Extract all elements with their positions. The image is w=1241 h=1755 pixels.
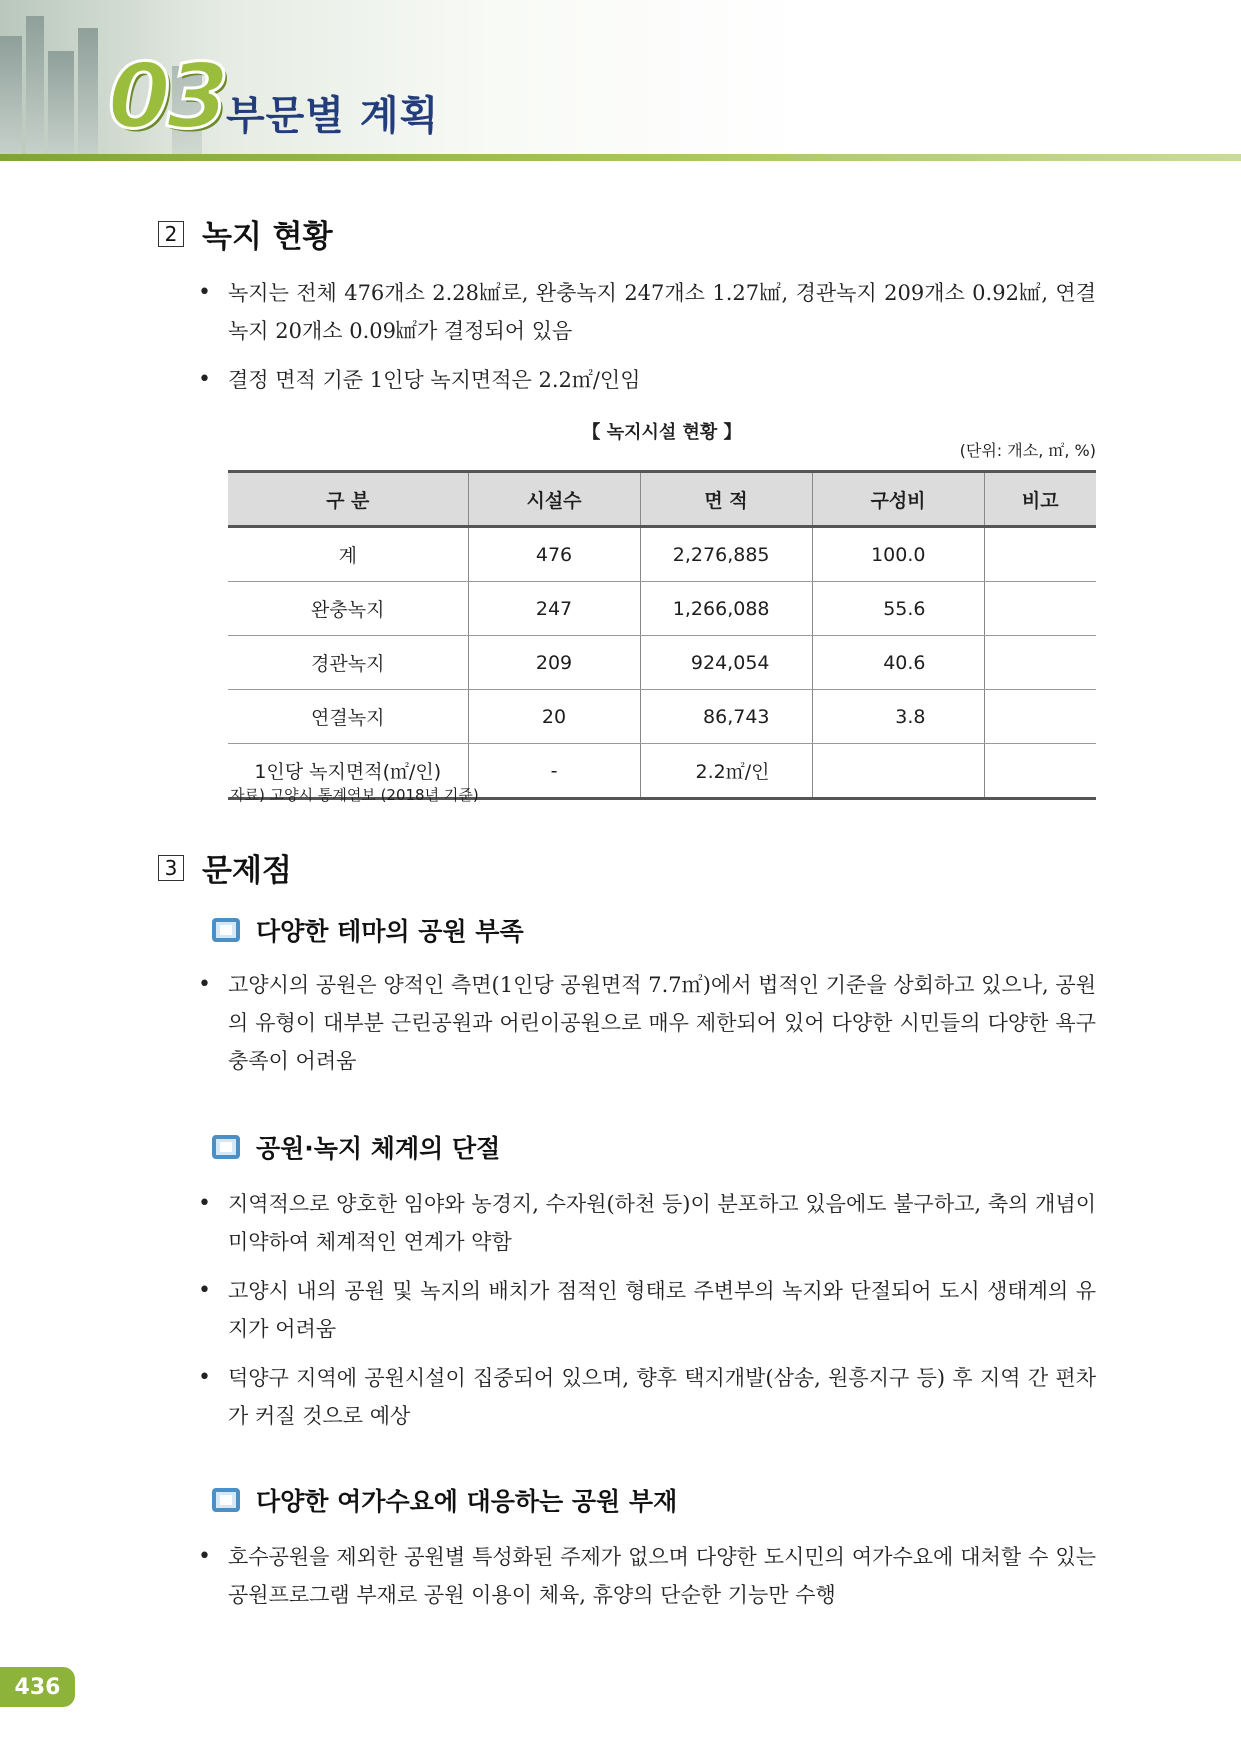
bullet-item: • 호수공원을 제외한 공원별 특성화된 주제가 없으며 다양한 도시민의 여가수요에 대처할 수 있는 공원프로그램 부재로 공원 이용이 체육, 휴양의 단순한 기능만 수행 — [228, 1538, 1096, 1614]
chapter-header — [0, 0, 1241, 165]
subsection-heading — [212, 912, 524, 948]
section-title: 녹지 현황 — [202, 219, 333, 255]
bullet-item: • 고양시의 공원은 양적인 측면(1인당 공원면적 7.7㎡)에서 법적인 기준을 상회하고 있으나, 공원의 유형이 대부분 근린공원과 어린이공원으로 매우 제한되어 있어 다양한 시민들의 다양한 욕구 충족이 어려움 — [228, 966, 1096, 1080]
table-cell — [984, 582, 1096, 636]
table-cell: 209 — [468, 636, 640, 690]
subsection-heading — [212, 1482, 677, 1518]
column-header: 구 분 — [228, 472, 468, 527]
square-bullet-icon — [212, 918, 240, 942]
table-cell: 86,743 — [640, 690, 812, 744]
table-row — [228, 582, 1096, 636]
table-cell: 20 — [468, 690, 640, 744]
table-cell: 연결녹지 — [228, 690, 468, 744]
table-cell: 100.0 — [812, 527, 984, 582]
header-divider — [0, 154, 1241, 161]
building-image — [78, 28, 98, 156]
table-cell — [984, 690, 1096, 744]
bullet-item: • 녹지는 전체 476개소 2.28㎢로, 완충녹지 247개소 1.27㎢, 경관녹지 209개소 0.92㎢, 연결녹지 20개소 0.09㎢가 결정되어 있음 — [228, 274, 1096, 350]
table-header-row — [228, 472, 1096, 527]
section-number: 2 — [158, 221, 184, 247]
column-header: 구성비 — [812, 472, 984, 527]
square-bullet-icon — [212, 1135, 240, 1159]
building-image — [26, 16, 44, 156]
table-cell: 완충녹지 — [228, 582, 468, 636]
subsection-title: 다양한 테마의 공원 부족 — [256, 917, 524, 946]
section-heading — [158, 211, 333, 256]
bullet-item: • 덕양구 지역에 공원시설이 집중되어 있으며, 향후 택지개발(삼송, 원흥지구 등) 후 지역 간 편차가 커질 것으로 예상 — [228, 1359, 1096, 1435]
subsection-title: 다양한 여가수요에 대응하는 공원 부재 — [256, 1487, 678, 1516]
subsection-heading — [212, 1129, 500, 1165]
table-cell: 40.6 — [812, 636, 984, 690]
table-cell: 경관녹지 — [228, 636, 468, 690]
column-header: 비고 — [984, 472, 1096, 527]
section-number: 3 — [158, 855, 184, 881]
table-cell: 3.8 — [812, 690, 984, 744]
subsection-title: 공원·녹지 체계의 단절 — [256, 1134, 501, 1163]
square-bullet-icon — [212, 1488, 240, 1512]
table-source: 자료) 고양시 통계연보 (2018년 기준) — [230, 786, 479, 804]
section-heading — [158, 845, 292, 890]
bullet-item: • 지역적으로 양호한 임야와 농경지, 수자원(하천 등)이 분포하고 있음에도 불구하고, 축의 개념이 미약하여 체계적인 연계가 약함 — [228, 1185, 1096, 1261]
table-unit: (단위: 개소, ㎡, %) — [959, 441, 1096, 460]
table-cell: 476 — [468, 527, 640, 582]
table-cell: 2.2㎡/인 — [640, 744, 812, 799]
column-header: 시설수 — [468, 472, 640, 527]
section-title: 문제점 — [202, 853, 292, 889]
bullet-item: • 결정 면적 기준 1인당 녹지면적은 2.2㎡/인임 — [228, 361, 1096, 399]
chapter-title: 부문별 계획 — [226, 93, 440, 139]
page-number: 436 — [0, 1667, 75, 1707]
table-cell: 924,054 — [640, 636, 812, 690]
table-row — [228, 690, 1096, 744]
column-header: 면 적 — [640, 472, 812, 527]
table-cell: 계 — [228, 527, 468, 582]
table-cell — [984, 527, 1096, 582]
table-cell: - — [468, 744, 640, 799]
table-cell — [984, 744, 1096, 799]
table-cell: 2,276,885 — [640, 527, 812, 582]
table-cell — [812, 744, 984, 799]
table-row — [228, 527, 1096, 582]
table-cell: 1,266,088 — [640, 582, 812, 636]
green-space-table — [228, 470, 1096, 800]
table-row — [228, 636, 1096, 690]
table-cell: 247 — [468, 582, 640, 636]
chapter-number: 03 — [108, 44, 226, 149]
table-cell: 1인당 녹지면적(㎡/인) — [228, 744, 468, 799]
table-cell — [984, 636, 1096, 690]
table-cell: 55.6 — [812, 582, 984, 636]
bullet-item: • 고양시 내의 공원 및 녹지의 배치가 점적인 형태로 주변부의 녹지와 단절되어 도시 생태계의 유지가 어려움 — [228, 1272, 1096, 1348]
building-image — [0, 36, 22, 156]
table-caption: 【 녹지시설 현황 】 — [582, 422, 742, 443]
building-image — [48, 51, 74, 156]
